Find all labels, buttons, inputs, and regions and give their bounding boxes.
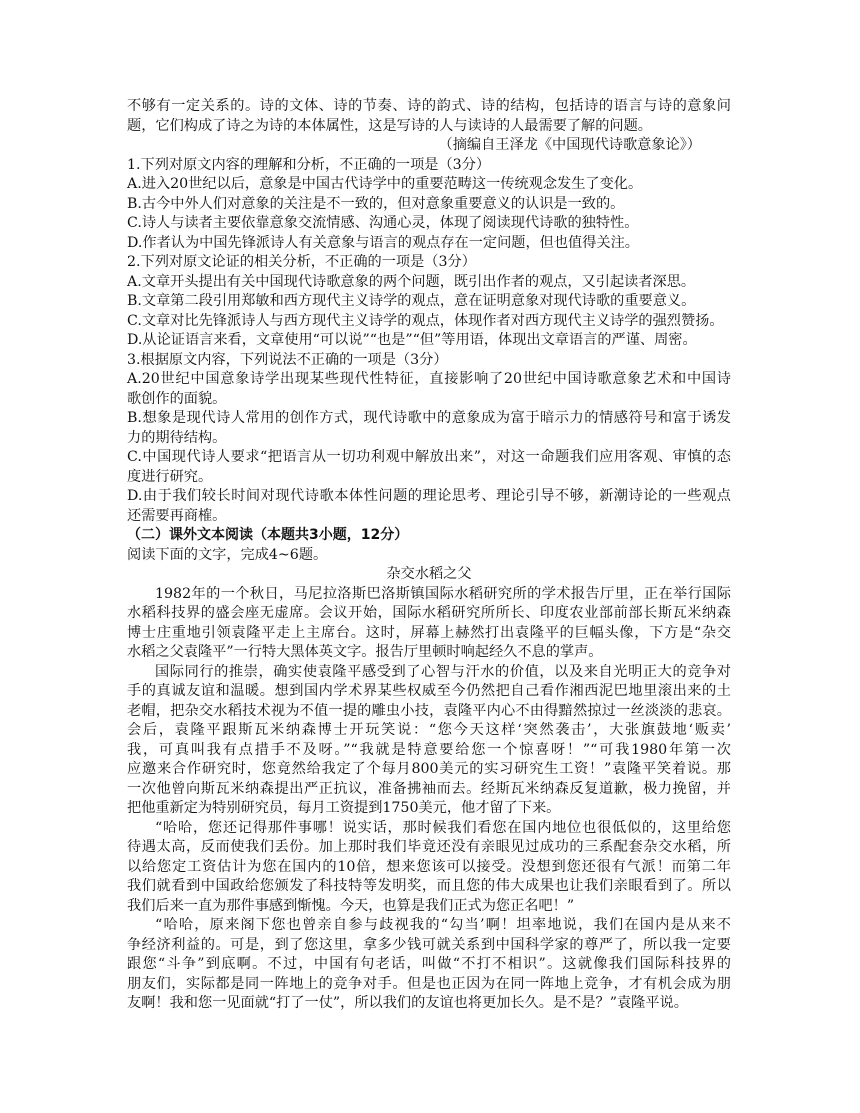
question-option-line: 度进行研究。	[127, 468, 213, 485]
article-paragraph-line: 博士庄重地引领袁隆平走上主席台。这时，屏幕上赫然打出袁隆平的巨幅头像，下方是“杂交	[127, 624, 731, 641]
article-title: 杂交水稻之父	[386, 566, 472, 582]
article-paragraph-line: 友啊！我和您一见面就“打了一仗”，所以我们的友谊也将更加长久。是不是？”袁隆平说。	[127, 995, 688, 1011]
article-paragraph-line: 会后，袁隆平跟斯瓦米纳森博士开玩笑说：“您今天这样‘突然袭击’，大张旗鼓地‘贩卖’	[127, 722, 731, 738]
question-option-line: B.想象是现代诗人常用的创作方式，现代诗歌中的意象成为富于暗示力的情感符号和富于诱发	[127, 410, 731, 426]
question-option-line: C.文章对比先锋派诗人与西方现代主义诗学的观点，体现作者对西方现代主义诗学的强烈赞扬。	[127, 312, 724, 329]
article-paragraph-line: 争经济利益的。可是，到了您这里，拿多少钱可就关系到中国科学家的尊严了，所以我一定要	[127, 936, 731, 953]
article-paragraph-line: 待遇太高，反而使我们丢份。加上那时我们毕竟还没有亲眼见过成功的三系配套杂交水稻，所	[127, 839, 731, 855]
source-citation: （摘编自王泽龙《中国现代诗歌意象论》）	[438, 137, 701, 153]
question-stem: 2.下列对原文论证的相关分析，不正确的一项是（3分）	[127, 254, 476, 270]
question-option-line: C.中国现代诗人要求“把语言从一切功利观中解放出来”，对这一命题我们应用客观、审慎的态	[127, 449, 731, 465]
article-paragraph-line: 我们就看到中国政给您颁发了科技特等发明奖，而且您的伟大成果也让我们亲眼看到了。所以	[127, 878, 731, 894]
article-paragraph-line: 国际同行的推崇，确实使袁隆平感受到了心智与汗水的价值，以及来自光明正大的竞争对	[155, 663, 731, 680]
question-option-line: 力的期待结构。	[127, 429, 227, 446]
reading-instruction: 阅读下面的文字，完成4~6题。	[127, 546, 328, 563]
article-paragraph-line: 应邀来合作研究时，您竟然给我定了个每月800美元的实习研究生工资！”袁隆平笑着说。那	[127, 761, 731, 777]
intro-paragraph-line: 不够有一定关系的。诗的文体、诗的节奏、诗的韵式、诗的结构，包括诗的语言与诗的意象问	[127, 98, 731, 114]
article-paragraph-line: 把他重新定为特别研究员，每月工资提到1750美元，他才留了下来。	[127, 800, 561, 816]
question-option-line: 歌创作的面貌。	[127, 390, 227, 407]
question-option-line: A.进入20世纪以后，意象是中国古代诗学中的重要范畴这一传统观念发生了变化。	[127, 176, 643, 192]
article-paragraph-line: 以给您定工资估计为您在国内的10倍，想来您该可以接受。没想到您还很有气派！而第二年	[127, 858, 731, 875]
question-option-line: C.诗人与读者主要依靠意象交流情感、沟通心灵，体现了阅读现代诗歌的独特性。	[127, 215, 639, 231]
intro-paragraph-line: 题，它们构成了诗之为诗的本体属性，这是写诗的人与读诗的人最需要了解的问题。	[127, 117, 652, 134]
question-option-line: A.文章开头提出有关中国现代诗歌意象的两个问题，既引出作者的观点，又引起读者深思。	[127, 273, 696, 290]
article-paragraph-line: 朋友们，实际都是同一阵地上的竞争对手。但是也正因为在同一阵地上竞争，才有机会成为朋	[127, 975, 731, 992]
article-paragraph-line: 水稻之父袁隆平”一行特大黑体英文字。报告厅里顿时响起经久不息的掌声。	[127, 644, 603, 660]
question-option-line: 还需要再商榷。	[127, 507, 227, 524]
article-paragraph-line: 手的真诚友谊和温暖。想到国内学术界某些权威至今仍然把自己看作湘西泥巴地里滚出来的土	[127, 683, 731, 699]
article-paragraph-line: 我，可真叫我有点措手不及呀。”“我就是特意要给您一个惊喜呀！”“可我1980年第一次	[127, 741, 731, 758]
question-option-line: D.由于我们较长时间对现代诗歌本体性问题的理论思考、理论引导不够，新潮诗论的一些观点	[127, 488, 731, 504]
article-paragraph-line: “哈哈，原来阁下您也曾亲自参与歧视我的“勾当’啊！坦率地说，我们在国内是从来不	[155, 917, 731, 933]
document-page	[127, 97, 731, 1014]
question-option-line: B.文章第二段引用郑敏和西方现代主义诗学的观点，意在证明意象对现代诗歌的重要意义。	[127, 293, 696, 309]
article-paragraph-line: 跟您“斗争”到底啊。不过，中国有句老话，叫做“不打不相识”。这就像我们国际科技界的	[127, 956, 731, 972]
article-paragraph-line: 1982年的一个秋日，马尼拉洛斯巴洛斯镇国际水稻研究所的学术报告厅里，正在举行国际	[155, 585, 731, 602]
question-stem: 3.根据原文内容，下列说法不正确的一项是（3分）	[127, 351, 448, 368]
section-heading: （二）课外文本阅读（本题共3小题，12分）	[127, 527, 409, 543]
article-paragraph-line: 水稻科技界的盛会座无虚席。会议开始，国际水稻研究所所长、印度农业部前部长斯瓦米纳森	[127, 605, 731, 621]
question-option-line: D.作者认为中国先锋派诗人有关意象与语言的观点存在一定问题，但也值得关注。	[127, 234, 639, 251]
question-option-line: B.古今中外人们对意象的关注是不一致的，但对意象重要意义的认识是一致的。	[127, 195, 625, 212]
article-paragraph-line: “哈哈，您还记得那件事哪！说实话，那时候我们看您在国内地位也很低似的，这里给您	[155, 819, 731, 836]
article-paragraph-line: 我们后来一直为那件事感到惭愧。今天，也算是我们正式为您正名吧！”	[127, 897, 575, 914]
article-paragraph-line: 老帽，把杂交水稻技术视为不值一提的雕虫小技，袁隆平内心不由得黯然掠过一丝淡淡的悲哀。	[127, 702, 731, 719]
question-option-line: D.从论证语言来看，文章使用“可以说”“也是”“但”等用语，体现出文章语言的严谨、周密。	[127, 332, 697, 348]
question-stem: 1.下列对原文内容的理解和分析，不正确的一项是（3分）	[127, 156, 491, 173]
article-paragraph-line: 一次他曾向斯瓦米纳森提出严正抗议，准备拂袖而去。经斯瓦米纳森反复道歉，极力挽留，并	[127, 780, 731, 797]
question-option-line: A.20世纪中国意象诗学出现某些现代性特征，直接影响了20世纪中国诗歌意象艺术和中国诗	[127, 371, 731, 387]
